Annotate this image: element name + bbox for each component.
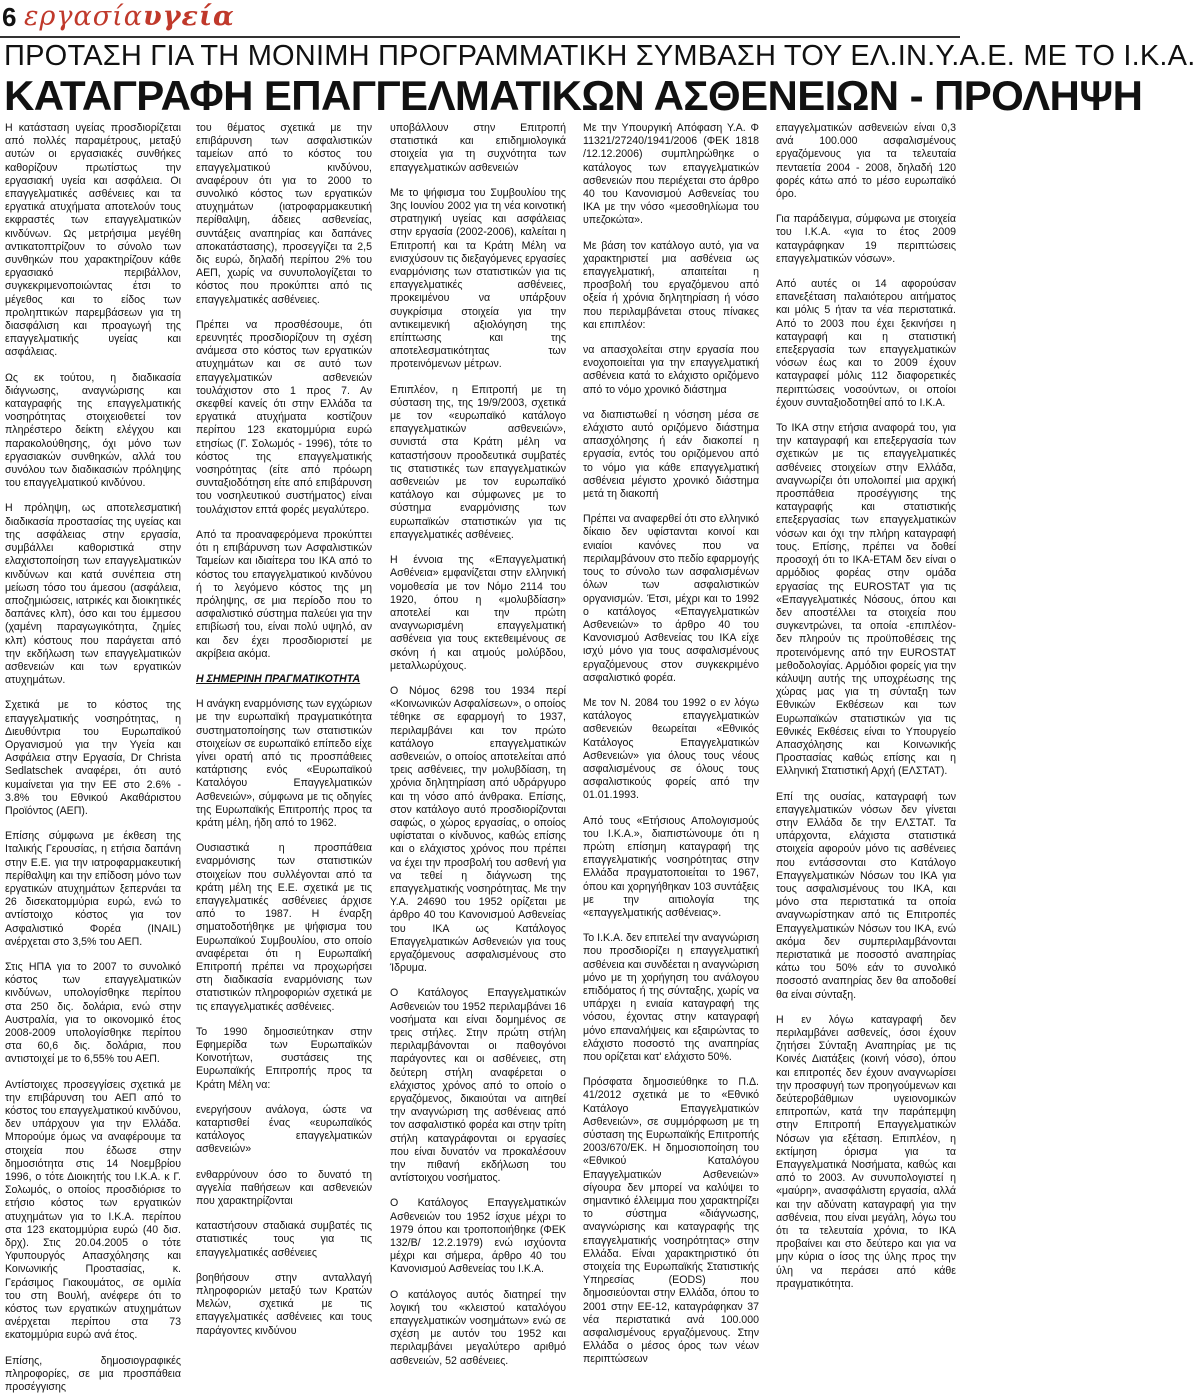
paragraph: Το 1990 δημοσιεύτηκαν στην Εφημερίδα των Ευρωπαϊκών Κοινοτήτων, συστάσεις της Ευρωπαϊκής Επιτροπής προς τα Κράτη Μέλη να: [196, 1025, 372, 1091]
paragraph: να απασχολείται στην εργασία που ενοχοποιείται για την επαγγελματική ασθένεια κατά το ελάχιστο οριζόμενο από το νόμο χρονικό διάστημα [583, 344, 759, 396]
paragraph: Αντίστοιχες προσεγγίσεις σχετικά με την επιβάρυνση του ΑΕΠ από το κόστος του επαγγελματικού κινδύνου, δεν υπάρχουν για την Ελλάδα. Μπορούμε όμως να αναφέρουμε τα στοιχεία που έδωσε στην δημοσιότητα στις 14 Νοεμβρίου 1996, ο τότε Διοικητής του Ι.Κ.Α. κ Γ. Σολωμός, ο οποίος προσδιόρισε το ετήσιο κόστος των εργατικών ατυχημάτων για το Ι.Κ.Α. περίπου στα 123 εκατομμύρια ευρώ (40 δισ. δρχ). Στις 20.04.2005 ο τότε Υφυπουργός Απασχόλησης και Κοινωνικής Προστασίας, κ. Γεράσιμος Γιακουμάτος, σε ομιλία του στη Βουλή, ανέφερε ότι το κόστος των εργατικών ατυχημάτων ανέρχεται περίπου στα 73 εκατομμύρια ευρώ ανά έτος. [5, 1078, 181, 1342]
logo-text-part2: υγεία [142, 1, 235, 32]
paragraph: βοηθήσουν στην ανταλλαγή πληροφοριών μεταξύ των Κρατών Μελών, σχετικά με τις επαγγελματικές ασθένειες και τους παράγοντες κινδύνου [196, 1271, 372, 1337]
article-title: ΚΑΤΑΓΡΑΦΗ ΕΠΑΓΓΕΛΜΑΤΙΚΩΝ ΑΣΘΕΝΕΙΩΝ - ΠΡΟΛΗΨΗ [4, 72, 1143, 119]
paragraph: Από τους «Ετήσιους Απολογισμούς του Ι.Κ.Α.», διαπιστώνουμε ότι η πρώτη επίσημη καταγραφή της επαγγελματικής νοσηρότητας στην Ελλάδα πραγματοποιείται το 1967, όπου και χορηγήθηκαν 103 συντάξεις με την αιτιολογία της «επαγγελματικής ασθένειας». [583, 814, 759, 919]
paragraph: υποβάλλουν στην Επιτροπή στατιστικά και επιδημιολογικά στοιχεία για τη συχνότητα των επαγγελματικών ασθενειών [390, 122, 566, 174]
paragraph: Για παράδειγμα, σύμφωνα με στοιχεία του Ι.Κ.Α. «για το έτος 2009 καταγράφηκαν 19 περιπτώσεις επαγγελματικών νόσων». [776, 213, 956, 265]
section-heading: Η ΣΗΜΕΡΙΝΗ ΠΡΑΓΜΑΤΙΚΟΤΗΤΑ [196, 672, 361, 685]
text-column-4 [583, 122, 759, 1384]
paragraph: Η ανάγκη εναρμόνισης των εγχώριων με την ευρωπαϊκή πραγματικότητα συστηματοποίησης των στατιστικών στοιχείων σε ευρωπαϊκό επίπεδο είχε γίνει ορατή από τις προσπάθειες κατάρτισης ενός «Ευρωπαϊκού Καταλόγου Επαγγελματικών Ασθενειών», σύμφωνα με τις οδηγίες της Ευρωπαϊκής Επιτροπής προς τα κράτη μέλη, ήδη από το 1962. [196, 698, 372, 829]
paragraph: Με τον Ν. 2084 του 1992 ο εν λόγω κατάλογος επαγγελματικών ασθενειών θεωρείται «Εθνικός Κατάλογος Επαγγελματικών Ασθενειών» για όλους τους νέους ασφαλισμένους σε όλους τους ασφαλιστικούς φορείς από την 01.01.1993. [583, 696, 759, 802]
paragraph: Πρέπει να αναφερθεί ότι στο ελληνικό δίκαιο δεν υφίστανται κοινοί και ενιαίοι κανόνες που να περιλαμβάνουν στο πεδίο εφαρμογής τους το σύνολο των ασφαλισμένων όλων των ασφαλιστικών οργανισμών. Έτσι, μέχρι και το 1992 ο κατάλογος «Επαγγελματικών Ασθενειών» το άρθρο 40 του Κανονισμού Ασθενείας του ΙΚΑ είχε ισχύ μόνο για τους ασφαλισμένους εργαζόμενους στον συγκεκριμένο ασφαλιστικό φορέα. [583, 513, 759, 684]
paragraph: Ο Νόμος 6298 του 1934 περί «Κοινωνικών Ασφαλίσεων», ο οποίος τέθηκε σε εφαρμογή το 1937, περιλαμβάνει και τον πρώτο κατάλογο επαγγελματικών ασθενειών, ο οποίος αποτελείται από τρεις ασθένειες, την μολυβδίαση, τη χρόνια δηλητηρίαση από υδράργυρο και τη νόσο από άνθρακα. Επίσης, στον κατάλογο αυτό προσδιορίζονται σαφώς, ο χώρος εργασίας, ο οποίος υφίσταται ο κίνδυνος, καθώς επίσης και ο ελάχιστος χρόνος που πρέπει να έχει την προσβολή του ασθενή για να τεθεί η διάγνωση της επαγγελματικής νοσηρότητας. Με την Υ.Α. 24690 του 1952 ορίζεται με άρθρο 40 του Κανονισμού Ασθενείας του ΙΚΑ ως Κατάλογος Επαγγελματικών Ασθενειών για τους εργαζόμενους ασφαλισμένους στο Ίδρυμα. [390, 684, 566, 975]
page-header [0, 0, 960, 36]
paragraph: Στις ΗΠΑ για το 2007 το συνολικό κόστος των επαγγελματικών κινδύνων, υπολογίσθηκε περίπου στα 250 δις. δολάρια, ενώ στην Αυστραλία, για το οικονομικό έτος 2008-2009 υπολογίσθηκε περίπου στα 60,6 δις. δολάρια, που αντιστοιχεί με το 6,55% του ΑΕΠ. [5, 960, 181, 1066]
paragraph: Από τα προαναφερόμενα προκύπτει ότι η επιβάρυνση των Ασφαλιστικών Ταμείων και ιδιαίτερα του ΙΚΑ από το κόστος του επαγγελματικού κινδύνου ή το λεγόμενο κόστος της μη πρόληψης, σε μια περίοδο που το ασφαλιστικό σύστημα παλεύει για την επιβίωσή του, είναι πολύ υψηλό, αν και δεν έχει προσδιοριστεί με ακρίβεια ακόμα. [196, 528, 372, 660]
paragraph: του θέματος σχετικά με την επιβάρυνση των ασφαλιστικών ταμείων από το κόστος του επαγγελματικού κινδύνου, αναφέρουν ότι για το 2000 το συνολικό κόστος των εργατικών ατυχημάτων (ιατροφαρμακευτική περίθαλψη, άδειες ασθενείας, συντάξεις αναπηρίας και δαπάνες αποκατάστασης), προσεγγίζει τα 2,5 δις ευρώ, δηλαδή περίπου 2% του ΑΕΠ, χωρίς να συνυπολογίζεται το κόστος που προκύπτει από τις επαγγελματικές ασθένειες. [196, 122, 372, 306]
paragraph: Από αυτές οι 14 αφορούσαν επανεξέταση παλαιότερου αιτήματος και μόλις 5 ήταν τα νέα περιστατικά. Από το 2003 που έχει ξεκινήσει η καταγραφή και η στατιστική επεξεργασία των επαγγελματικών νόσων έως και το 2009 έχουν καταγραφεί μόλις 112 διαφορετικές περιπτώσεις νοσούντων, οι οποίοι έχουν συνταξιοδοτηθεί από το Ι.Κ.Α. [776, 278, 956, 409]
paragraph: Πρόσφατα δημοσιεύθηκε το Π.Δ. 41/2012 σχετικά με το «Εθνικό Κατάλογο Επαγγελματικών Ασθενειών», σε συμμόρφωση με τη σύσταση της Ευρωπαϊκής Επιτροπής 2003/670/ΕΚ. Η δημοσιοποίηση του «Εθνικού Καταλόγου Επαγγελματικών Ασθενειών» σίγουρα δεν μπορεί να καλύψει το σημαντικό έλλειμμα που χαρακτηρίζει το σύστημα «διάγνωσης, αναγνώρισης και καταγραφής της επαγγελματικής νοσηρότητας» στην Ελλάδα. Είναι χαρακτηριστικό ότι στοιχεία της Ευρωπαϊκής Στατιστικής Υπηρεσίας (EODS) που δημοσιεύονται στην Ελλάδα, όπου το 2001 στην ΕΕ-12, καταγράφηκαν 37 νέα περιστατικά ανά 100.000 ασφαλισμένους εργαζόμενους. Στην Ελλάδα ο μέσος όρος των νέων περιπτώσεων [583, 1076, 759, 1366]
article-kicker: ΠΡΟΤΑΣΗ ΓΙΑ ΤΗ ΜΟΝΙΜΗ ΠΡΟΓΡΑΜΜΑΤΙΚΗ ΣΥΜΒΑΣΗ ΤΟΥ ΕΛ.ΙΝ.Υ.Α.Ε. ΜΕ ΤΟ Ι.Κ.Α. [4, 40, 1195, 72]
paragraph: Με την Υπουργική Απόφαση Υ.Α. Φ 11321/27240/1941/2006 (ΦΕΚ 1818 /12.12.2006) συμπληρώθηκε ο κατάλογος των επαγγελματικών ασθενειών που περιέχεται στο άρθρο 40 του Κανονισμού Ασθενείας του ΙΚΑ με την νόσο «μεσοθηλίωμα του υπεζοκώτα». [583, 122, 759, 227]
text-column-5 [776, 122, 956, 1384]
paragraph: Ο Κατάλογος Επαγγελματικών Ασθενειών του 1952 περιλαμβάνει 16 νοσήματα και είναι δομημένος σε τρεις στήλες. Στην πρώτη στήλη περιλαμβάνονται οι παθογόνοι παράγοντες και οι ασθένειες, στη δεύτερη στήλη αναφέρεται ο ελάχιστος χρόνος από το οποίο ο εργαζόμενος, δικαιούται να αιτηθεί την αναγνώριση της ασθένειας από τον ασφαλιστικό φορέα και στην τρίτη στήλη καταγράφονται οι εργασίες που είναι δυνατόν να προκαλέσουν την πιθανή εκδήλωση του αντίστοιχου νοσήματος. [390, 987, 566, 1185]
article-body [0, 122, 960, 1394]
paragraph: Επίσης σύμφωνα με έκθεση της Ιταλικής Γερουσίας, η ετήσια δαπάνη στην Ε.Ε. για την ιατροφαρμακευτική περίθαλψη και την επίδοση μόνο των εργατικών ατυχημάτων ξεπερνάει τα 26 δισεκατομμύρια ευρώ, ενώ το αντίστοιχο κόστος για τον Ασφαλιστικό Φορέα (INAIL) ανέρχεται στο 3,5% του ΑΕΠ. [5, 830, 181, 948]
paragraph: Το ΙΚΑ στην ετήσια αναφορά του, για την καταγραφή και επεξεργασία των σχετικών με τις επαγγελματικές ασθένειες στοιχείων στην Ελλάδα, αναγνωρίζει ότι υπολοιπεί μια αρχική προσπάθεια προσέγγισης της καταγραφής και στατιστικής επεξεργασίας των επαγγελματικών νόσων και όχι την πλήρη καταγραφή τους. Επίσης, πρέπει να δοθεί προσοχή ότι το ΙΚΑ-ΕΤΑΜ δεν είναι ο αρμόδιος φορέας στην ομάδα εργασίας της EUROSTAT για τις «Επαγγελματικές Νόσους, όπου και δεν αποστέλλει τα στοιχεία που συγκεντρώνει, τα οποία -επιπλέον- δεν πληρούν τις προϋποθέσεις της προτεινόμενης από την EUROSTAT μεθοδολογίας. Αρμόδιοι φορείς για την κάλυψη αυτής της υποχρέωσης της χώρας μας για τη σύνταξη των Εθνικών Εκθέσεων και των Ευρωπαϊκών στατιστικών για τις Εθνικές Εκθέσεις είναι το Υπουργείο Απασχόλησης και Κοινωνικής Προστασίας καθώς επίσης και η Ελληνική Στατιστική Αρχή (ΕΛΣΤΑΤ). [776, 422, 956, 778]
paragraph: Η κατάσταση υγείας προσδιορίζεται από πολλές παραμέτρους, μεταξύ αυτών οι εργασιακές συνθήκες καθορίζουν πρωτίστως την εργασιακή υγεία και ασφάλεια. Οι επαγγελματικές ασθένειες και τα εργατικά ατυχήματα αποτελούν τους εκφραστές των επαγγελματικών κινδύνων. Ως μετρήσιμα μεγέθη αντικατοπτρίζουν το σύνολο των συνθηκών που χαρακτηρίζουν κάθε εργασιακό περιβάλλον, συγκεκριμενοποιώντας έτσι το μέγεθος και το είδος των προληπτικών παρεμβάσεων για τη διασφάλιση και προαγωγή της επαγγελματικής υγείας και ασφάλειας. [5, 122, 181, 359]
paragraph: να διαπιστωθεί η νόσηση μέσα σε ελάχιστο αυτό οριζόμενο διάστημα απασχόλησης ή εάν διακοπεί η εργασία, εντός του οριζόμενου από το νόμο για κάθε επαγγελματική ασθένεια μέγιστο χρονικό διάστημα μετά τη διακοπή [583, 408, 759, 501]
paragraph: Με βάση τον κατάλογο αυτό, για να χαρακτηριστεί μια ασθένεια ως επαγγελματική, απαιτείται η προσβολή του εργαζόμενου από οξεία ή χρόνια δηλητηρίαση ή νόσο που περιλαμβάνεται στους πίνακες και επιπλέον: [583, 239, 759, 331]
text-column-1 [5, 122, 181, 1394]
paragraph: Ο Κατάλογος Επαγγελματικών Ασθενειών του 1952 ίσχυε μέχρι το 1979 όπου και τροποποιήθηκε (ΦΕΚ 132/Β/ 12.2.1979) ενώ ισχύοντα μέχρι και σήμερα, άρθρο 40 του Κανονισμού Ασθενείας του Ι.Κ.Α. [390, 1197, 566, 1276]
page-number: 6 [2, 2, 17, 32]
paragraph: καταστήσουν σταδιακά συμβατές τις στατιστικές τους για τις επαγγελματικές ασθένειες [196, 1220, 372, 1259]
paragraph: Επίσης, δημοσιογραφικές πληροφορίες, σε μια προσπάθεια προσέγγισης [5, 1354, 181, 1394]
paragraph: Επιπλέον, η Επιτροπή με τη σύσταση της, της 19/9/2003, σχετικά με τον «ευρωπαϊκό κατάλογο επαγγελματικών ασθενειών», συνιστά στα Κράτη μέλη να καταστήσουν προοδευτικά συμβατές τις στατιστικές των επαγγελματικών ασθενειών με τον ευρωπαϊκό κατάλογο και σύμφωνες με το σύστημα εναρμόνισης των ευρωπαϊκών στατιστικών για τις επαγγελματικές ασθένειες. [390, 383, 566, 541]
paragraph: Η έννοια της «Επαγγελματική Ασθένεια» εμφανίζεται στην ελληνική νομοθεσία με τον Νόμο 2114 του 1920, όπου η «μολυβδίαση» αποτελεί και την πρώτη αναγνωρισμένη επαγγελματική ασθένεια για τους εκτεθειμένους σε σκόνη ή και ατμούς μολύβδου, μεταλλωρύχους. [390, 554, 566, 672]
paragraph: Η εν λόγω καταγραφή δεν περιλαμβάνει ασθενείς, όσοι έχουν ζητήσει Σύνταξη Αναπηρίας με τις Κοινές Διατάξεις (κοινή νόσο), όπου και επιτροπές δεν έχουν αναγνωρίσει την προσφυγή των προηγούμενων και δεύτεροβάθμιων υγειονομικών επιτροπών, κατά την παράπεμψη στην Επιτροπή Επαγγελματικών Νόσων για εξέταση. Επιπλέον, η εκτίμηση όρισμα για τα Επαγγελματικά Νοσήματα, καθώς και από το 2003. Αν συνυπολογιστεί η «μαύρη», ανασφάλιστη εργασία, αλλά και την αδύνατη καταγραφή για την ασθένεια, που είναι μεγάλη, λόγω του ότι τα τελευταία χρόνια, το ΙΚΑ προβαίνει και στο δεύτερο και για να μην κύρια ο ίσος της ύλης προς την ύλη να περάσει από κάθε πραγματικότητα. [776, 1013, 956, 1290]
paragraph: ενθαρρύνουν όσο το δυνατό τη αγγελία παθήσεων και ασθενειών που χαρακτηρίζονται [196, 1168, 372, 1208]
publication-logo [24, 1, 235, 32]
logo-text-part1: εργασία [24, 1, 143, 32]
text-column-3 [390, 122, 566, 1384]
paragraph: Ουσιαστικά η προσπάθεια εναρμόνισης των στατιστικών στοιχείων που συλλέγονται από τα κράτη μέλη της Ε.Ε. σχετικά με τις επαγγελματικές ασθένειες άρχισε από το 1987. Η έναρξη σηματοδοτήθηκε με ψήφισμα του Ευρωπαϊκού Συμβουλίου, στο οποίο αναφέρεται ότι η Ευρωπαϊκή Επιτροπή πρέπει να προχωρήσει στη διαδικασία εναρμόνισης των στατιστικών πληροφοριών σχετικά με τις επαγγελματικές ασθένειες. [196, 842, 372, 1013]
paragraph: Πρέπει να προσθέσουμε, ότι ερευνητές προσδιορίζουν τη σχέση ανάμεσα στο κόστος των εργατικών ατυχημάτων και σε αυτό των επαγγελματικών ασθενειών τουλάχιστον στο 1 προς 7. Αν σκεφθεί κανείς ότι στην Ελλάδα τα εργατικά ατυχήματα κοστίζουν περίπου 123 εκατομμύρια ευρώ ετησίως (Γ. Σολωμός - 1996), τότε το κόστος της επαγγελματικής νοσηρότητας (είτε από πρόωρη συνταξιοδότηση είτε από επιβάρυνση του νοσηλευτικού συστήματος) είναι τουλάχιστον επτά φορές μεγαλύτερο. [196, 318, 372, 516]
paragraph: Επί της ουσίας, καταγραφή των επαγγελματικών νόσων δεν γίνεται στην Ελλάδα δε την ΕΛΣΤΑΤ. Τα υπάρχοντα, ελάχιστα στατιστικά στοιχεία αφορούν μόνο τις ασθένειες που εντάσσονται στο Κατάλογο Επαγγελματικών Νόσων του ΙΚΑ για τους ασφαλισμένους του ΙΚΑ, και μόνο στα περιστατικά τα οποία αναγνωρίστηκαν από τις Επιτροπές Επαγγελματικών Νόσων του ΙΚΑ, ενώ ακόμα δεν συμπεριλαμβάνονται περιστατικά με ποσοστό αναπηρίας κάτω του 50% εάν το συνολικό ποσοστό αναπηρίας δεν θα αποδοθεί θα είναι σύνταξη. [776, 790, 956, 1001]
paragraph: Σχετικά με το κόστος της επαγγελματικής νοσηρότητας, η Διευθύντρια του Ευρωπαϊκού Οργανισμού για την Υγεία και Ασφάλεια στην Εργασία, Dr Christa Sedlatschek αναφέρει, ότι αυτό κυμαίνεται για την ΕΕ στο 2.6% - 3.8% του Εθνικού Ακαθάριστου Προϊόντος (ΑΕΠ). [5, 699, 181, 817]
paragraph: Με το ψήφισμα του Συμβουλίου της 3ης Ιουνίου 2002 για τη νέα κοινοτική στρατηγική υγείας και ασφάλειας στην εργασία (2002-2006), καλείται η Επιτροπή και τα Κράτη Μέλη να ενισχύσουν τις διεξαγόμενες εργασίες εναρμόνισης των στατιστικών για τις επαγγελματικές ασθένειες, προκειμένου να υπάρξουν συγκρίσιμα στοιχεία για την αντικειμενική αξιολόγηση της επίπτωσης και της αποτελεσματικότητας των προτεινόμενων μέτρων. [390, 186, 566, 371]
text-column-2 [196, 122, 372, 1384]
paragraph: Ως εκ τούτου, η διαδικασία διάγνωσης, αναγνώρισης και καταγραφής της επαγγελματικής νοσηρότητας στοιχειοθετεί τον πληρέστερο δείκτη ελέγχου και παρακολούθησης, όχι μόνο των εργασιακών συνθηκών, αλλά του συνόλου των διαδικασιών πρόληψης του επαγγελματικού κινδύνου. [5, 371, 181, 490]
paragraph: Το Ι.Κ.Α. δεν επιτελεί την αναγνώριση που προσδιορίζει η επαγγελματική ασθένεια και συνδέεται η αναγνώριση μόνο με τη χορήγηση του ανάλογου επιδόματος ή της σύνταξης, χωρίς να υπάρχει η ενιαία καταγραφή της νόσου, έχοντας στην καταγραφή μόνο επαναλήψεις και εξαιρώντας το ελάχιστο ποσοστό της αναπηρίας που ορίζεται κατ' ελάχιστο 50%. [583, 932, 759, 1063]
paragraph: Η πρόληψη, ως αποτελεσματική διαδικασία προστασίας της υγείας και της ασφάλειας στην εργασία, συμβάλλει καθοριστικά στην ελαχιστοποίηση των επαγγελματικών κινδύνων και κατά συνέπεια στη μείωση τόσο του άμεσου (ασφάλεια, αποζημιώσεις, ιατρικές και διοικητικές δαπάνες κλπ), όσο και του έμμεσου (χαμένη παραγωγικότητα, ζημίες κλπ) κόστους που παράγεται από την εκδήλωση των επαγγελματικών ασθενειών και των εργατικών ατυχημάτων. [5, 502, 181, 687]
paragraph: Ο κατάλογος αυτός διατηρεί την λογική του «κλειστού καταλόγου επαγγελματικών νοσημάτων» ενώ σε σχέση με αυτόν του 1952 και περιλαμβάνει μεγαλύτερο αριθμό ασθενειών, 52 ασθένειες. [390, 1288, 566, 1367]
paragraph: ενεργήσουν ανάλογα, ώστε να καταρτισθεί ένας «ευρωπαϊκός κατάλογος επαγγελματικών ασθενειών» [196, 1103, 372, 1156]
paragraph: επαγγελματικών ασθενειών είναι 0,3 ανά 100.000 ασφαλισμένους εργαζόμενους για τα τελευταία πενταετία 2004 - 2008, δηλαδή 120 φορές κάτω από το μέσο ευρωπαϊκό όρο. [776, 122, 956, 201]
